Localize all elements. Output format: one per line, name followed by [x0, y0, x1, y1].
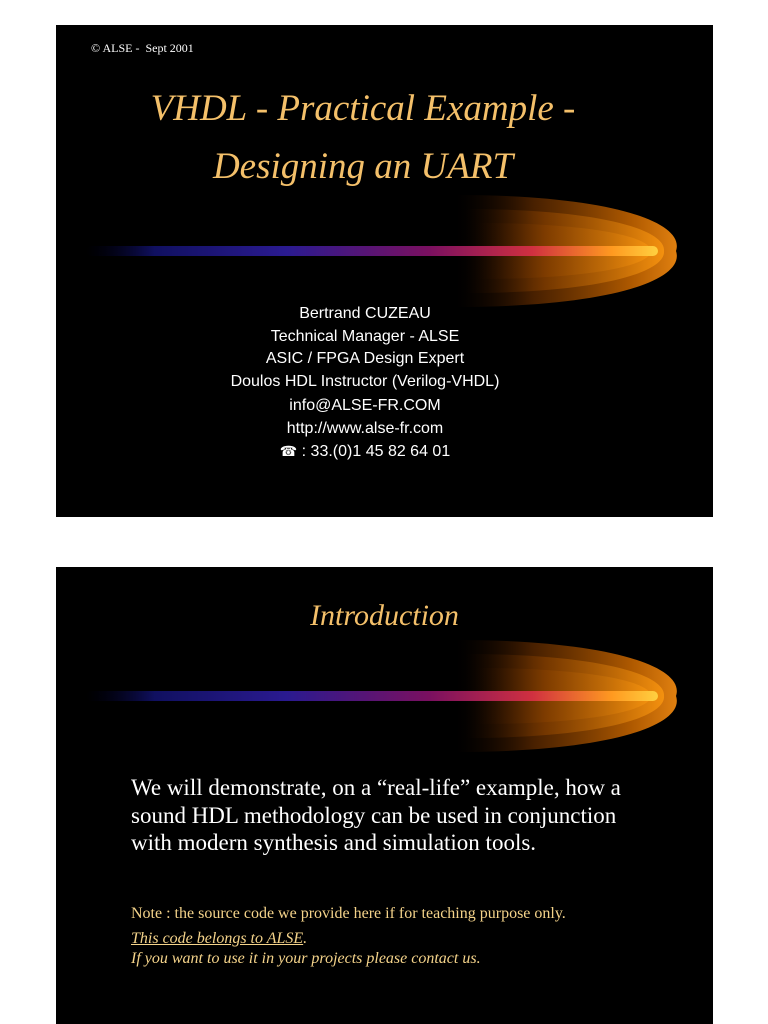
slide-title-line1: VHDL - Practical Example -: [150, 88, 576, 129]
introduction-title: Introduction: [310, 599, 459, 632]
author-name: Bertrand CUZEAU: [299, 305, 431, 322]
slide-introduction: [56, 567, 713, 1024]
body-line: sound HDL methodology can be used in conjunction: [131, 802, 617, 828]
author-role: Technical Manager - ALSE: [270, 327, 460, 345]
contact-email: info@ALSE-FR.COM: [289, 397, 441, 414]
introduction-body: [131, 774, 701, 857]
phone-number: : 33.(0)1 45 82 64 01: [297, 443, 451, 460]
body-line: We will demonstrate, on a “real-life” example, how a: [131, 775, 621, 800]
comet-beam-graphic: [86, 636, 686, 756]
slide-title: [56, 25, 713, 517]
body-line: with modern synthesis and simulation tools.: [131, 830, 537, 855]
ownership-link-text: This code belongs to ALSE: [131, 930, 304, 947]
author-expertise: ASIC / FPGA Design Expert: [265, 350, 465, 367]
ownership-notice: This code belongs to ALSE. If you want to use it in your projects please contact us.: [131, 929, 701, 968]
author-contact-block: [56, 303, 674, 464]
contact-request: If you want to use it in your projects please contact us.: [131, 949, 481, 967]
contact-phone: [56, 440, 674, 464]
phone-icon: ☎: [279, 443, 298, 459]
contact-website: http://www.alse-fr.com: [286, 419, 444, 437]
author-instructor: Doulos HDL Instructor (Verilog-VHDL): [230, 372, 500, 390]
slide-title-line2: Designing an UART: [212, 146, 514, 187]
copyright-notice: © ALSE - Sept 2001: [91, 41, 194, 55]
comet-beam-graphic: [86, 191, 686, 311]
teaching-note: Note : the source code we provide here if for teaching purpose only.: [131, 905, 566, 922]
